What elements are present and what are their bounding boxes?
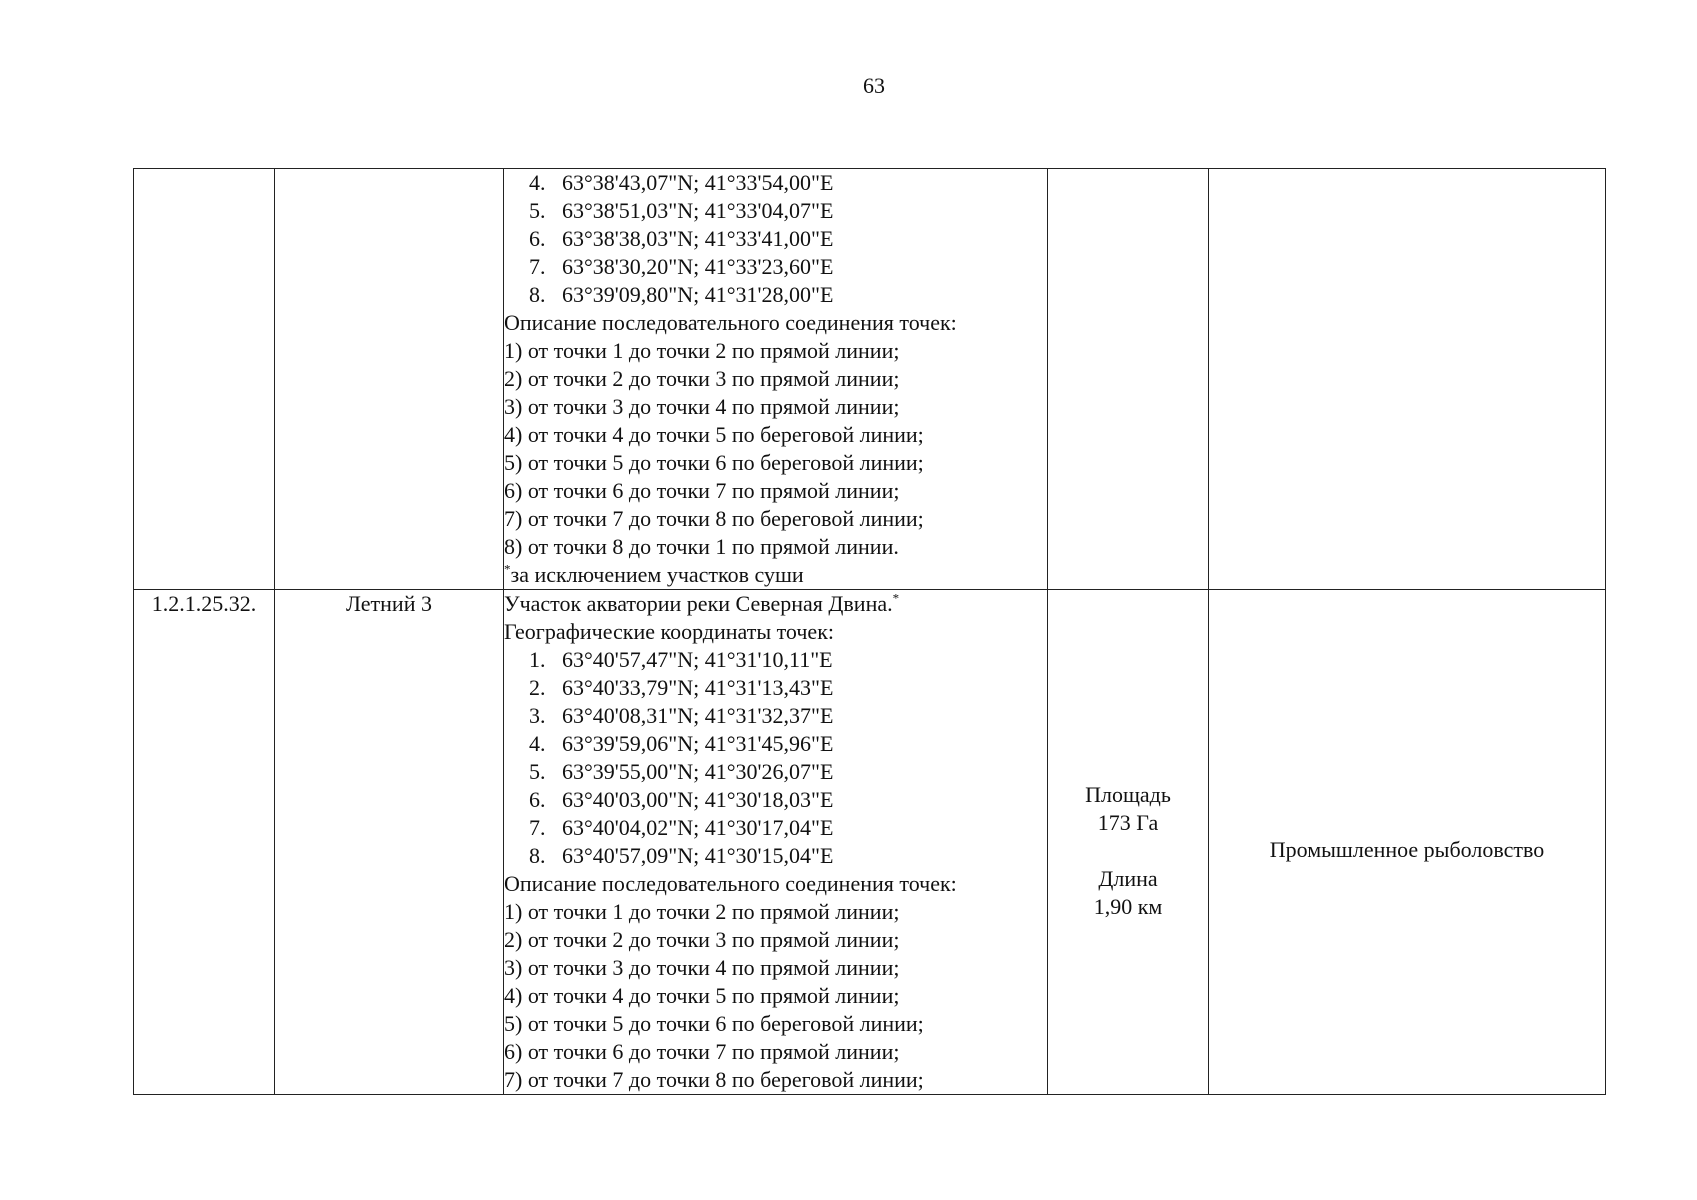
connection-item: 6) от точки 6 до точки 7 по прямой линии; — [504, 1039, 900, 1064]
coordinate-item: 3. 63°40'08,31"N; 41°31'32,37"E — [529, 703, 834, 728]
connection-heading: Описание последовательного соединения точек: — [504, 310, 957, 335]
cell-name-empty — [275, 169, 504, 590]
connection-heading: Описание последовательного соединения точек: — [504, 871, 957, 896]
connection-item: 1) от точки 1 до точки 2 по прямой линии; — [504, 338, 900, 363]
connection-item: 8) от точки 8 до точки 1 по прямой линии. — [504, 534, 899, 559]
cell-usage-empty — [1209, 169, 1606, 590]
connections-list — [504, 337, 1047, 561]
coordinate-item: 7. 63°40'04,02"N; 41°30'17,04"E — [529, 815, 834, 840]
footnote — [504, 561, 1047, 589]
connection-item: 5) от точки 5 до точки 6 по береговой линии; — [504, 1011, 924, 1036]
coordinate-item: 4. 63°38'43,07"N; 41°33'54,00"E — [529, 170, 834, 195]
coordinate-item: 7. 63°38'30,20"N; 41°33'23,60"E — [529, 254, 834, 279]
table-row-main — [134, 590, 1606, 1095]
usage-text: Промышленное рыболовство — [1269, 837, 1545, 862]
connection-item: 2) от точки 2 до точки 3 по прямой линии; — [504, 366, 900, 391]
coordinates-heading: Географические координаты точек: — [504, 619, 834, 644]
footnote-text: за исключением участков суши — [510, 562, 804, 587]
cell-number: 1.2.1.25.32. — [134, 590, 275, 1095]
connection-item: 3) от точки 3 до точки 4 по прямой линии; — [504, 394, 900, 419]
area-label: Площадь — [1085, 782, 1171, 807]
coordinates-list — [504, 169, 1047, 309]
coordinate-item: 2. 63°40'33,79"N; 41°31'13,43"E — [529, 675, 834, 700]
footnote-mark: * — [504, 561, 511, 577]
coordinate-item: 4. 63°39'59,06"N; 41°31'45,96"E — [529, 731, 834, 756]
coordinate-item: 5. 63°39'55,00"N; 41°30'26,07"E — [529, 759, 834, 784]
length-value: 1,90 км — [1093, 894, 1163, 919]
table-row-continued — [134, 169, 1606, 590]
cell-size — [1048, 590, 1209, 1095]
page-number: 63 — [863, 73, 885, 98]
coordinate-item: 1. 63°40'57,47"N; 41°31'10,11"E — [529, 647, 833, 672]
area-value: 173 Га — [1097, 810, 1159, 835]
connection-item: 6) от точки 6 до точки 7 по прямой линии; — [504, 478, 900, 503]
coordinate-item: 6. 63°38'38,03"N; 41°33'41,00"E — [529, 226, 834, 251]
cell-name: Летний 3 — [275, 590, 504, 1095]
area-title-mark: * — [892, 590, 900, 606]
cell-usage — [1209, 590, 1606, 1095]
coordinate-item: 8. 63°39'09,80"N; 41°31'28,00"E — [529, 282, 834, 307]
connection-item: 4) от точки 4 до точки 5 по прямой линии; — [504, 983, 900, 1008]
cell-size-empty — [1048, 169, 1209, 590]
fishing-areas-table — [133, 168, 1606, 1095]
cell-description — [504, 590, 1048, 1095]
connection-item: 3) от точки 3 до точки 4 по прямой линии; — [504, 955, 900, 980]
coordinate-item: 5. 63°38'51,03"N; 41°33'04,07"E — [529, 198, 834, 223]
connection-item: 7) от точки 7 до точки 8 по береговой линии; — [504, 1067, 924, 1092]
connections-list — [504, 898, 1047, 1094]
connection-item: 4) от точки 4 до точки 5 по береговой линии; — [504, 422, 924, 447]
length-label: Длина — [1098, 866, 1158, 891]
connection-item: 5) от точки 5 до точки 6 по береговой линии; — [504, 450, 924, 475]
cell-number-empty — [134, 169, 275, 590]
area-title: Участок акватории реки Северная Двина.* — [504, 590, 900, 616]
cell-description-continued — [504, 169, 1048, 590]
connection-item: 1) от точки 1 до точки 2 по прямой линии; — [504, 899, 900, 924]
connection-item: 7) от точки 7 до точки 8 по береговой линии; — [504, 506, 924, 531]
coordinates-list — [504, 646, 1047, 870]
coordinate-item: 8. 63°40'57,09"N; 41°30'15,04"E — [529, 843, 834, 868]
coordinate-item: 6. 63°40'03,00"N; 41°30'18,03"E — [529, 787, 834, 812]
connection-item: 2) от точки 2 до точки 3 по прямой линии; — [504, 927, 900, 952]
